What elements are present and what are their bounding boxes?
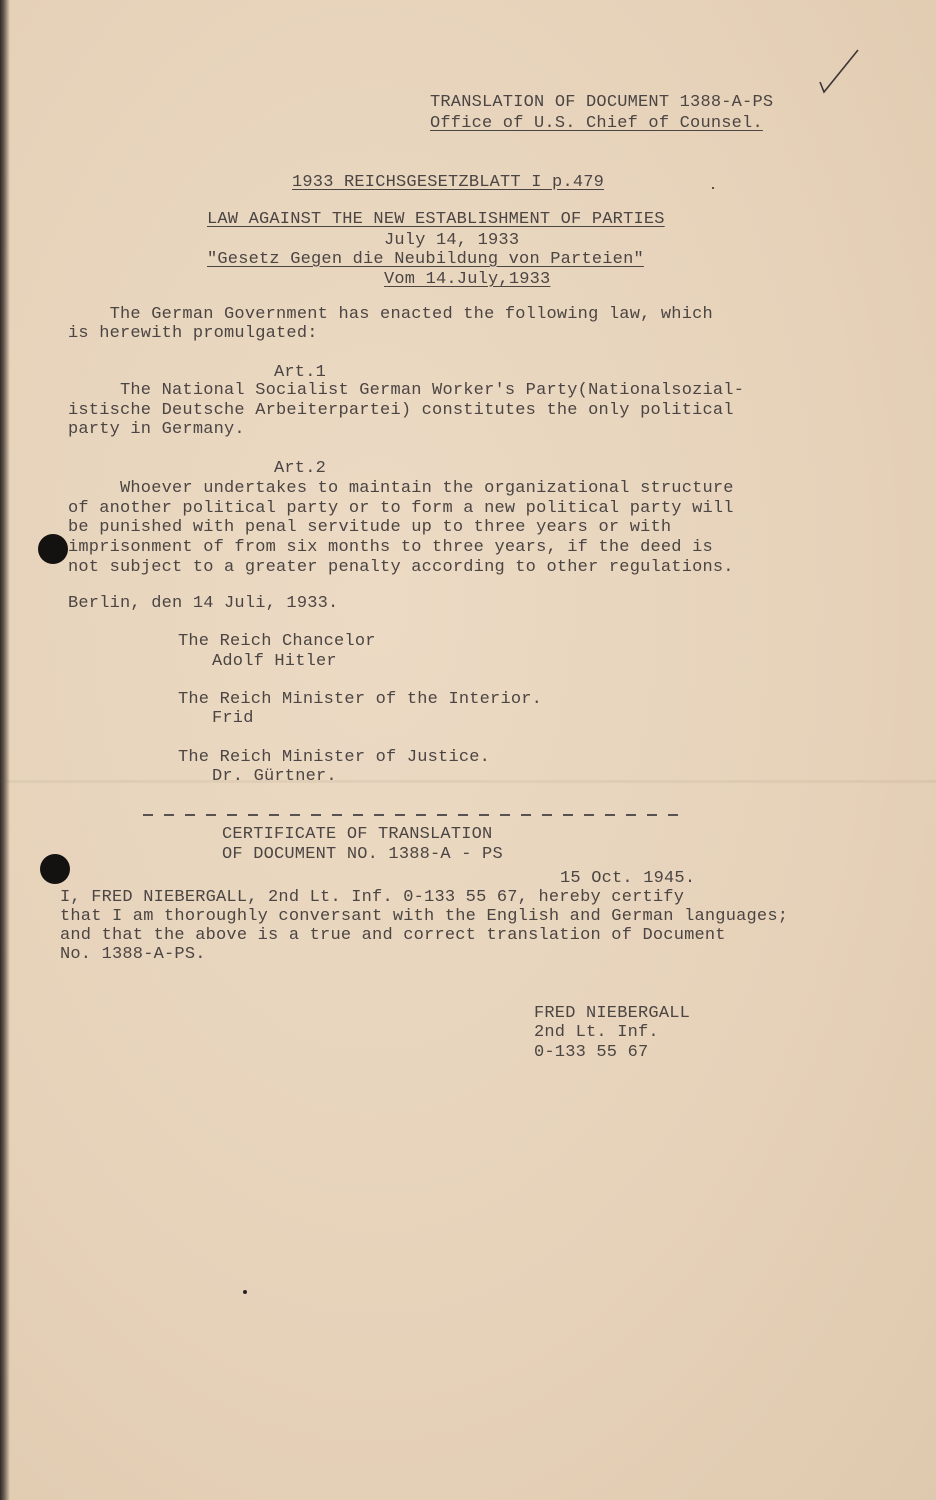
signer-serial: 0-133 55 67 <box>534 1043 649 1062</box>
title-german-date: Vom 14.July,1933 <box>384 270 551 289</box>
signatory-1-name: Adolf Hitler <box>212 652 337 671</box>
certificate-heading-1: CERTIFICATE OF TRANSLATION <box>222 825 493 844</box>
place-date: Berlin, den 14 Juli, 1933. <box>68 594 339 613</box>
art2-line-2: of another political party or to form a new political party will <box>68 499 734 518</box>
title-english-date: July 14, 1933 <box>384 231 520 250</box>
title-german: "Gesetz Gegen die Neubildung von Parteien" <box>207 250 644 269</box>
paper-fold <box>0 780 936 783</box>
check-mark-icon <box>812 46 864 106</box>
header-line-2: Office of U.S. Chief of Counsel. <box>430 114 763 133</box>
art2-line-3: be punished with penal servitude up to three years or with <box>68 518 672 537</box>
certificate-date: 15 Oct. 1945. <box>560 869 696 888</box>
art2-heading: Art.2 <box>274 459 327 478</box>
signatory-2-title: The Reich Minister of the Interior. <box>178 690 543 709</box>
preamble-line-2: is herewith promulgated: <box>68 324 318 343</box>
signatory-3-title: The Reich Minister of Justice. <box>178 748 491 767</box>
scan-edge-shadow <box>0 0 10 1500</box>
certificate-line-1: I, FRED NIEBERGALL, 2nd Lt. Inf. 0-133 55 67, hereby certify <box>60 888 685 907</box>
art2-line-1: Whoever undertakes to maintain the organizational structure <box>68 479 734 498</box>
signatory-2-name: Frid <box>212 709 254 728</box>
certificate-line-4: No. 1388-A-PS. <box>60 945 206 964</box>
signer-name: FRED NIEBERGALL <box>534 1004 691 1023</box>
signatory-1-title: The Reich Chancelor <box>178 632 376 651</box>
citation: 1933 REICHSGESETZBLATT I p.479 <box>292 173 605 192</box>
art2-line-5: not subject to a greater penalty according to other regulations. <box>68 558 734 577</box>
punch-hole-bottom <box>40 854 70 884</box>
header-line-1: TRANSLATION OF DOCUMENT 1388-A-PS <box>430 93 774 112</box>
dashed-divider <box>143 814 688 816</box>
signatory-3-name: Dr. Gürtner. <box>212 767 337 786</box>
art2-line-4: imprisonment of from six months to three years, if the deed is <box>68 538 713 557</box>
signer-rank: 2nd Lt. Inf. <box>534 1023 659 1042</box>
art1-heading: Art.1 <box>274 363 327 382</box>
certificate-line-3: and that the above is a true and correct translation of Document <box>60 926 726 945</box>
certificate-line-2: that I am thoroughly conversant with the English and German languages; <box>60 907 789 926</box>
art1-line-3: party in Germany. <box>68 420 245 439</box>
certificate-heading-2: OF DOCUMENT NO. 1388-A - PS <box>222 845 503 864</box>
art1-line-2: istische Deutsche Arbeiterpartei) constitutes the only political <box>68 401 734 420</box>
preamble-line-1: The German Government has enacted the following law, which <box>68 305 713 324</box>
title-english: LAW AGAINST THE NEW ESTABLISHMENT OF PARTIES <box>207 210 665 229</box>
art1-line-1: The National Socialist German Worker's Party(Nationalsozial- <box>68 381 745 400</box>
punch-hole-top <box>38 534 68 564</box>
paper-speck <box>243 1290 247 1294</box>
paper-speck <box>712 187 714 189</box>
